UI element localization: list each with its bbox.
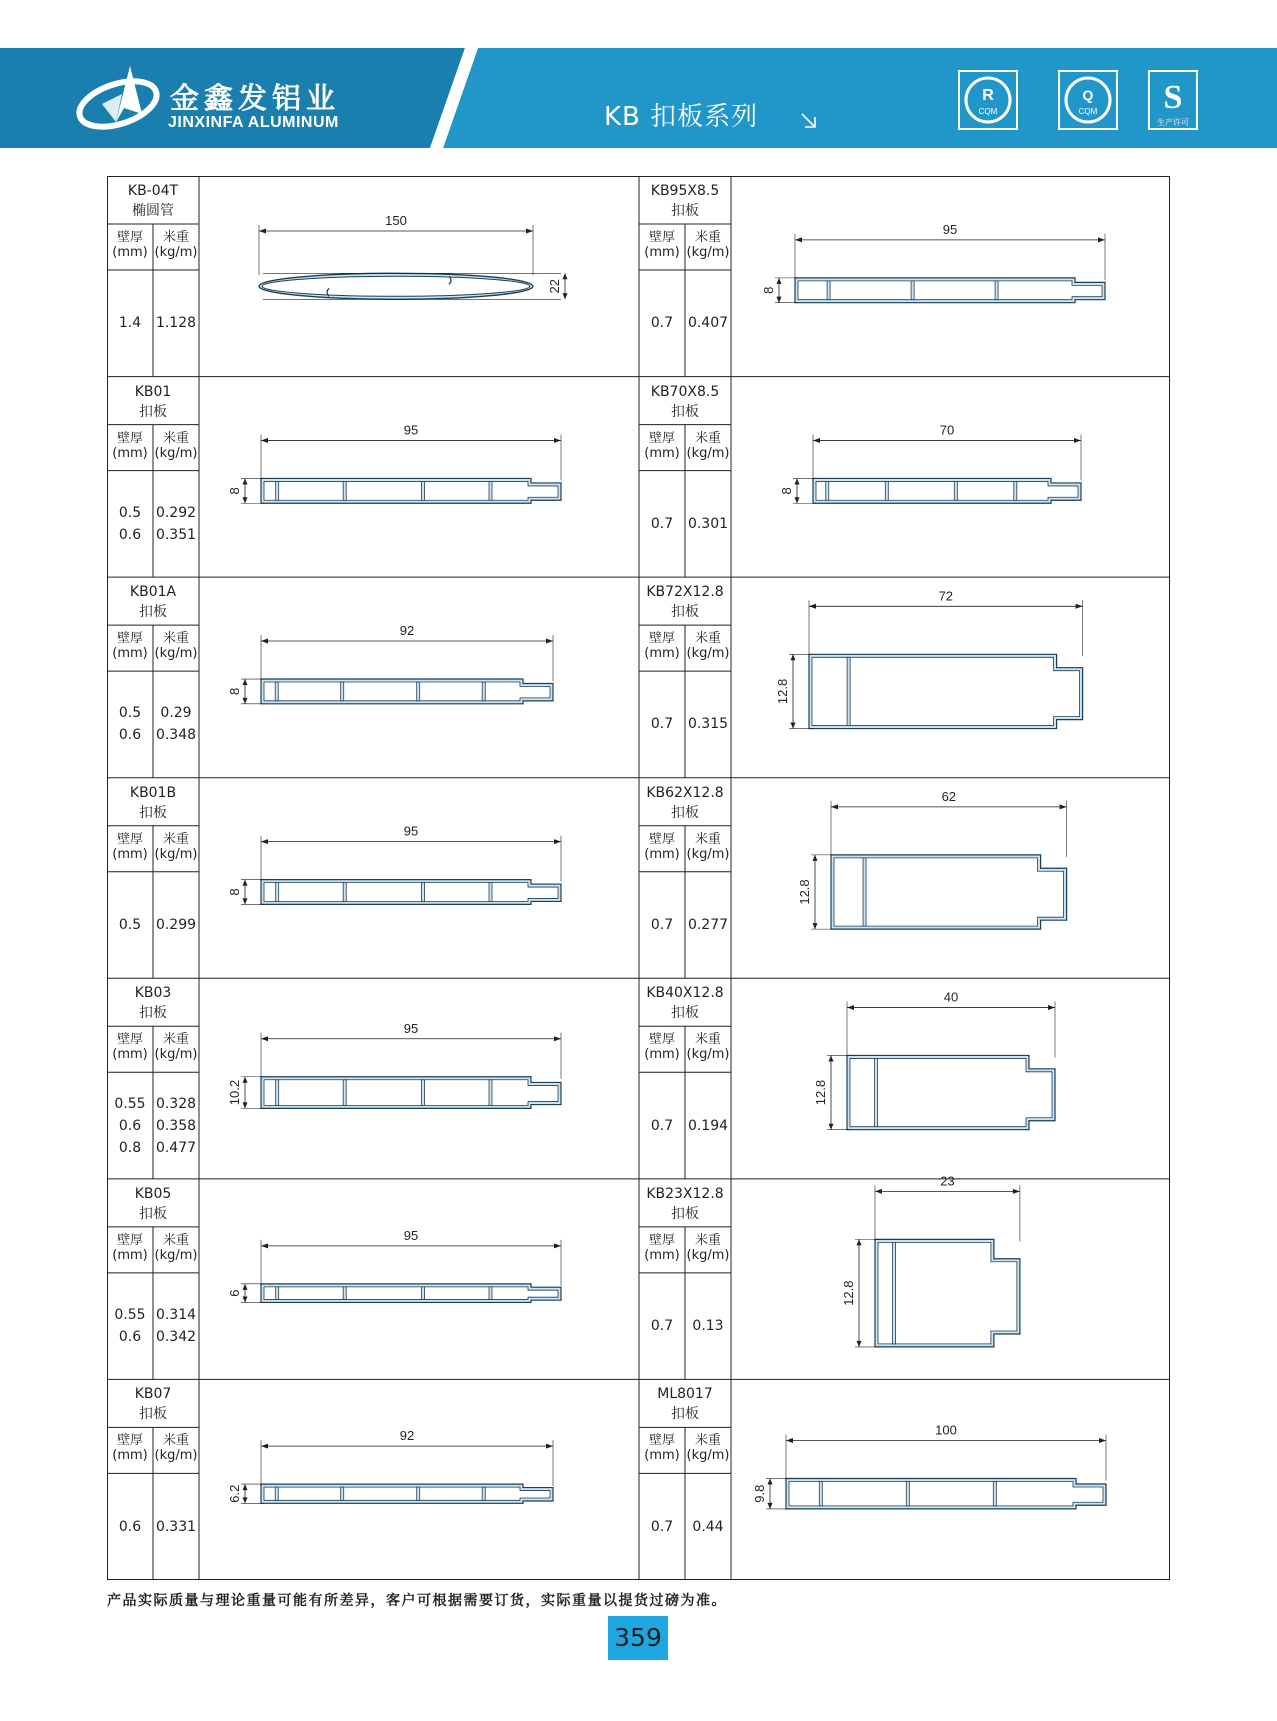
- thickness-header: 壁厚: [116, 430, 143, 446]
- weight-value: 0.292: [155, 504, 197, 521]
- thickness-value: 0.6: [118, 526, 142, 543]
- thickness-header: 壁厚: [116, 631, 143, 647]
- thickness-value: 0.5: [118, 917, 142, 933]
- weight-unit-header: (kg/m): [154, 245, 198, 260]
- height-dimension-label: 8: [779, 487, 794, 495]
- width-dimension-label: 95: [403, 422, 419, 438]
- thickness-header: 壁厚: [116, 1433, 143, 1449]
- profile-drawing: [227, 422, 561, 503]
- svg-text:Q: Q: [1082, 87, 1094, 103]
- profile-drawing: [775, 588, 1083, 728]
- width-dimension-label: 150: [385, 213, 407, 228]
- weight-unit-header: (kg/m): [686, 245, 730, 260]
- thickness-value: 1.4: [118, 315, 142, 332]
- product-name: 椭圆管: [132, 203, 174, 219]
- weight-unit-header: (kg/m): [154, 1247, 198, 1263]
- height-dimension-label: 8: [761, 286, 776, 294]
- product-code: KB62X12.8: [646, 784, 724, 801]
- height-dimension-label: 12.8: [813, 1079, 828, 1106]
- thickness-header: 壁厚: [648, 430, 675, 446]
- product-name: 扣板: [139, 403, 167, 420]
- product-name: 扣板: [671, 604, 699, 621]
- width-dimension-label: 95: [403, 823, 419, 839]
- thickness-unit-header: (mm): [112, 445, 148, 461]
- thickness-unit-header: (mm): [644, 846, 680, 862]
- svg-text:CQM: CQM: [978, 107, 998, 116]
- thickness-unit-header: (mm): [644, 445, 680, 461]
- weight-value: 0.301: [687, 515, 729, 532]
- weight-header: 米重: [694, 430, 721, 446]
- product-name: 扣板: [671, 1005, 699, 1022]
- thickness-header: 壁厚: [648, 1232, 675, 1248]
- profile-drawing: [227, 623, 553, 704]
- product-code: KB07: [134, 1386, 172, 1403]
- weight-header: 米重: [694, 1032, 721, 1048]
- profile-drawing: [227, 1228, 561, 1303]
- thickness-unit-header: (mm): [112, 1047, 148, 1063]
- height-dimension-label: 22: [547, 279, 562, 294]
- width-dimension-label: 40: [943, 989, 959, 1005]
- weight-unit-header: (kg/m): [154, 445, 198, 461]
- height-dimension-label: 8: [227, 888, 242, 896]
- profile-drawing: [841, 1173, 1020, 1347]
- thickness-header: 壁厚: [648, 631, 675, 647]
- thickness-unit-header: (mm): [644, 1047, 680, 1063]
- width-dimension-label: 95: [403, 1020, 419, 1036]
- height-dimension-label: 6.2: [227, 1484, 242, 1503]
- weight-header: 米重: [162, 1433, 189, 1449]
- weight-header: 米重: [162, 430, 189, 446]
- thickness-value: 0.7: [650, 917, 674, 933]
- thickness-value: 0.6: [118, 1329, 142, 1346]
- profile-drawing: [761, 222, 1105, 303]
- weight-header: 米重: [694, 1433, 721, 1449]
- width-dimension-label: 92: [399, 1428, 415, 1444]
- weight-unit-header: (kg/m): [686, 846, 730, 862]
- weight-value: 0.331: [155, 1518, 197, 1535]
- width-dimension-label: 72: [938, 588, 954, 604]
- product-code: KB01B: [129, 784, 177, 801]
- svg-text:生产许可: 生产许可: [1157, 118, 1189, 127]
- thickness-header: 壁厚: [116, 831, 143, 847]
- width-dimension-label: 92: [399, 623, 415, 639]
- height-dimension-label: 12.8: [775, 678, 790, 705]
- cert-cqm-q: [1058, 70, 1118, 134]
- weight-value: 0.351: [155, 526, 197, 543]
- product-code: KB95X8.5: [650, 183, 720, 199]
- width-dimension-label: 95: [403, 1227, 419, 1243]
- product-code: KB70X8.5: [650, 383, 720, 400]
- thickness-unit-header: (mm): [644, 1247, 680, 1263]
- thickness-unit-header: (mm): [112, 1448, 148, 1464]
- qs-icon: [1148, 70, 1198, 130]
- weight-value: 0.13: [692, 1318, 724, 1335]
- page-number: 359: [608, 1616, 668, 1660]
- profile-drawing: [797, 789, 1067, 929]
- profile-drawing: [227, 1021, 561, 1109]
- thickness-header: 壁厚: [648, 1032, 675, 1048]
- weight-header: 米重: [694, 631, 721, 647]
- thickness-unit-header: (mm): [112, 1247, 148, 1263]
- weight-unit-header: (kg/m): [154, 1047, 198, 1063]
- product-name: 扣板: [139, 604, 167, 621]
- footnote: 产品实际质量与理论重量可能有所差异，客户可根据需要订货，实际重量以提货过磅为准。: [107, 1593, 727, 1609]
- product-table: [107, 176, 1170, 1580]
- weight-value: 0.315: [687, 716, 729, 733]
- weight-header: 米重: [162, 631, 189, 647]
- thickness-header: 壁厚: [648, 1433, 675, 1449]
- arrow-down-right-icon: [800, 112, 818, 130]
- weight-value: 0.342: [155, 1329, 197, 1346]
- product-name: 扣板: [671, 403, 699, 420]
- profile-drawing: [752, 1423, 1106, 1509]
- weight-unit-header: (kg/m): [154, 1448, 198, 1464]
- product-name: 扣板: [139, 1005, 167, 1022]
- weight-unit-header: (kg/m): [686, 445, 730, 461]
- weight-value: 0.477: [155, 1139, 197, 1156]
- thickness-unit-header: (mm): [112, 646, 148, 662]
- profile-drawing: [779, 422, 1081, 503]
- weight-value: 1.128: [155, 315, 197, 332]
- weight-value: 0.277: [687, 917, 729, 933]
- thickness-value: 0.7: [650, 1318, 674, 1335]
- height-dimension-label: 8: [227, 687, 242, 696]
- product-name: 扣板: [671, 203, 699, 219]
- thickness-unit-header: (mm): [644, 245, 680, 260]
- product-code: KB-04T: [127, 183, 179, 199]
- svg-text:R: R: [982, 87, 994, 104]
- thickness-header: 壁厚: [648, 230, 675, 245]
- thickness-value: 0.55: [114, 1307, 146, 1324]
- weight-header: 米重: [162, 1032, 189, 1048]
- product-name: 扣板: [671, 1406, 699, 1423]
- cert-qs: [1148, 70, 1198, 134]
- thickness-value: 0.7: [650, 515, 674, 532]
- weight-value: 0.358: [155, 1117, 197, 1134]
- weight-value: 0.299: [155, 917, 197, 933]
- weight-unit-header: (kg/m): [154, 846, 198, 862]
- product-code: KB03: [134, 985, 172, 1002]
- weight-header: 米重: [162, 230, 189, 245]
- thickness-value: 0.7: [650, 1117, 674, 1134]
- thickness-unit-header: (mm): [644, 1448, 680, 1464]
- profile-drawing: [259, 213, 568, 299]
- height-dimension-label: 8: [227, 487, 242, 495]
- product-name: 扣板: [671, 1205, 699, 1222]
- svg-text:S: S: [1163, 79, 1183, 116]
- thickness-header: 壁厚: [116, 230, 143, 245]
- width-dimension-label: 23: [940, 1173, 955, 1189]
- thickness-header: 壁厚: [116, 1032, 143, 1048]
- company-logo: [72, 64, 164, 136]
- weight-value: 0.407: [687, 315, 729, 332]
- weight-unit-header: (kg/m): [686, 1247, 730, 1263]
- weight-header: 米重: [162, 1232, 189, 1248]
- product-name: 扣板: [139, 1205, 167, 1222]
- weight-unit-header: (kg/m): [686, 1047, 730, 1063]
- weight-value: 0.194: [687, 1117, 729, 1134]
- height-dimension-label: 6: [227, 1289, 242, 1297]
- weight-unit-header: (kg/m): [686, 646, 730, 662]
- product-name: 扣板: [139, 1406, 167, 1423]
- product-code: KB40X12.8: [646, 985, 724, 1002]
- thickness-header: 壁厚: [116, 1232, 143, 1248]
- weight-header: 米重: [694, 230, 721, 245]
- series-title: KB 扣板系列: [604, 102, 759, 132]
- height-dimension-label: 12.8: [841, 1280, 856, 1306]
- width-dimension-label: 70: [939, 422, 955, 438]
- profile-drawing: [227, 1428, 553, 1503]
- thickness-unit-header: (mm): [644, 646, 680, 662]
- weight-unit-header: (kg/m): [154, 646, 198, 662]
- product-code: KB01A: [129, 584, 177, 601]
- height-dimension-label: 10.2: [227, 1079, 242, 1106]
- weight-header: 米重: [694, 1232, 721, 1248]
- height-dimension-label: 12.8: [797, 879, 812, 905]
- product-code: KB01: [134, 383, 172, 400]
- brand-name-cn: 金鑫发铝业: [170, 81, 341, 115]
- width-dimension-label: 95: [942, 221, 958, 237]
- thickness-value: 0.5: [118, 504, 142, 521]
- thickness-unit-header: (mm): [112, 846, 148, 862]
- height-dimension-label: 9.8: [752, 1484, 767, 1503]
- weight-header: 米重: [694, 831, 721, 847]
- thickness-value: 0.55: [114, 1095, 146, 1112]
- width-dimension-label: 100: [935, 1422, 957, 1438]
- thickness-unit-header: (mm): [112, 245, 148, 260]
- profile-drawing: [227, 824, 561, 905]
- width-dimension-label: 62: [941, 788, 957, 804]
- thickness-value: 0.8: [118, 1139, 142, 1156]
- brand-name-en: JINXINFA ALUMINUM: [168, 114, 339, 131]
- thickness-value: 0.7: [650, 716, 674, 733]
- product-code: KB72X12.8: [646, 584, 724, 601]
- product-code: KB23X12.8: [646, 1185, 724, 1202]
- cqm-r-icon: [958, 70, 1018, 130]
- weight-header: 米重: [162, 831, 189, 847]
- cert-cqm-r: [958, 70, 1018, 134]
- thickness-header: 壁厚: [648, 831, 675, 847]
- cqm-q-icon: [1058, 70, 1118, 130]
- weight-value: 0.348: [155, 727, 197, 744]
- weight-value: 0.314: [155, 1307, 197, 1324]
- thickness-value: 0.7: [650, 315, 674, 332]
- weight-value: 0.29: [160, 705, 192, 722]
- thickness-value: 0.7: [650, 1518, 674, 1535]
- weight-value: 0.44: [692, 1518, 724, 1535]
- weight-unit-header: (kg/m): [686, 1448, 730, 1464]
- weight-value: 0.328: [155, 1095, 197, 1112]
- thickness-value: 0.6: [118, 1518, 142, 1535]
- thickness-value: 0.6: [118, 727, 142, 744]
- profile-drawing: [813, 989, 1055, 1129]
- product-code: ML8017: [657, 1386, 713, 1403]
- thickness-value: 0.6: [118, 1117, 142, 1134]
- product-name: 扣板: [139, 804, 167, 821]
- product-name: 扣板: [671, 804, 699, 821]
- product-code: KB05: [134, 1185, 172, 1202]
- svg-text:CQM: CQM: [1078, 107, 1098, 116]
- thickness-value: 0.5: [118, 705, 142, 722]
